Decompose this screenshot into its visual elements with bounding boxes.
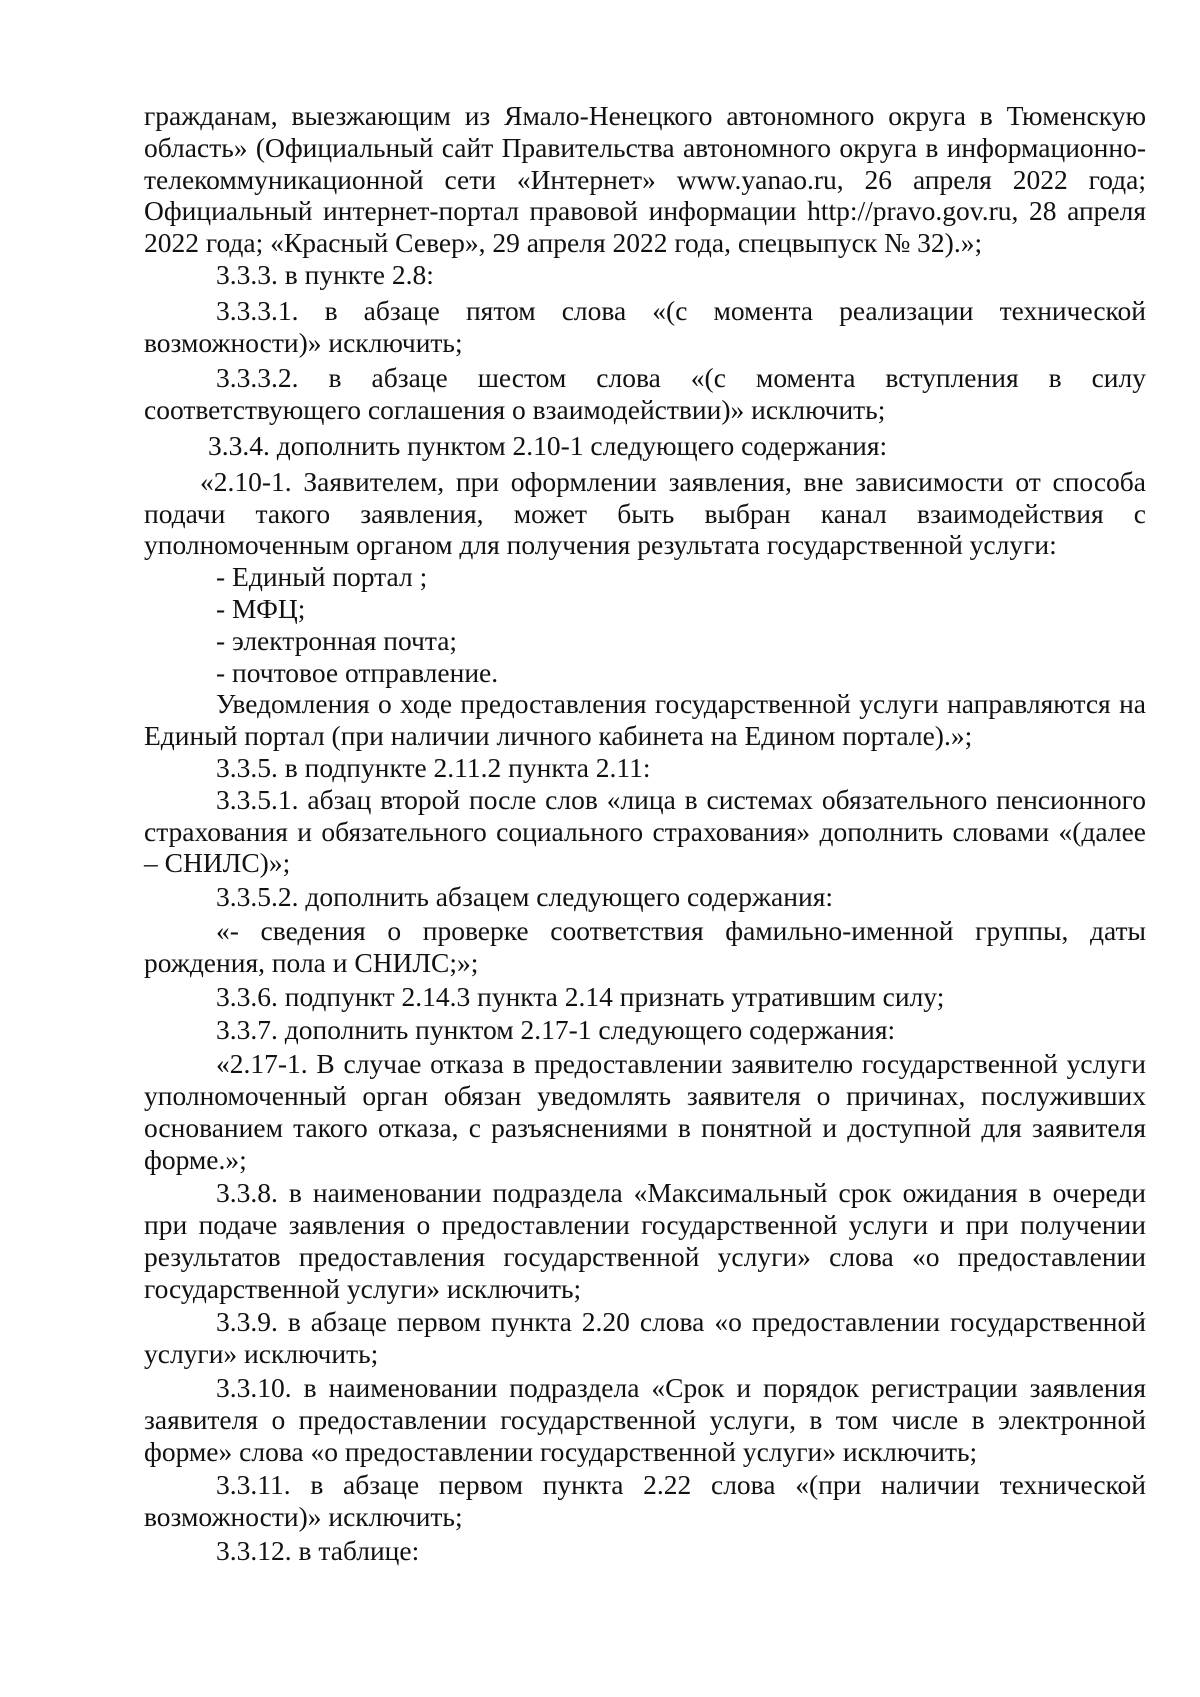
document-body	[144, 100, 1146, 1567]
list-item-portal: - Единый портал ;	[216, 561, 428, 593]
paragraph-3-3-5-2: 3.3.5.2. дополнить абзацем следующего содержания:	[216, 881, 833, 913]
paragraph-3-3-10: 3.3.10. в наименовании подраздела «Срок и порядок регистрации заявления заявителя о предоставлении государственной услуги, в том числе в электронной форме» слова «о предоставлении государственной услуги» исключить;	[144, 1372, 1146, 1467]
paragraph-snils-check: «- сведения о проверке соответствия фамильно-именной группы, даты рождения, пола и СНИЛС;»;	[144, 914, 1146, 978]
list-item-email: - электронная почта;	[216, 624, 458, 656]
paragraph-3-3-3-1: 3.3.3.1. в абзаце пятом слова «(с момента реализации технической возможности)» исключить;	[144, 294, 1146, 358]
list-item-post: - почтовое отправление.	[216, 656, 499, 688]
paragraph-3-3-9: 3.3.9. в абзаце первом пункта 2.20 слова «о предоставлении государственной услуги» исключить;	[144, 1306, 1146, 1370]
paragraph-3-3-7: 3.3.7. дополнить пунктом 2.17-1 следующего содержания:	[216, 1014, 896, 1046]
paragraph-3-3-5-1: 3.3.5.1. абзац второй после слов «лица в системах обязательного пенсионного страхования и обязательного социального страхования» дополнить словами «(далее – СНИЛС)»;	[144, 783, 1146, 879]
paragraph-3-3-5: 3.3.5. в подпункте 2.11.2 пункта 2.11:	[216, 751, 651, 783]
paragraph-continuation: гражданам, выезжающим из Ямало-Ненецкого автономного округа в Тюменскую область» (Официальный сайт Правительства автономного округа в информационно-телекоммуникационной сети «Интернет» www.yanao.ru, 26 апреля 2022 года; Официальный интернет-портал правовой информации http://pravo.gov.ru, 28 апреля 2022 года; «Красный Север», 29 апреля 2022 года, спецвыпуск № 32).»;	[144, 100, 1146, 259]
paragraph-3-3-8: 3.3.8. в наименовании подраздела «Максимальный срок ожидания в очереди при подаче заявления о предоставлении государственной услуги и при получении результатов предоставления государственной услуги» слова «о предоставлении государственной услуги» исключить;	[144, 1177, 1146, 1304]
paragraph-notifications: Уведомления о ходе предоставления государственной услуги направляются на Единый портал (при наличии личного кабинета на Едином портале).»;	[144, 688, 1146, 752]
paragraph-3-3-3-2: 3.3.3.2. в абзаце шестом слова «(с момента вступления в силу соответствующего соглашения о взаимодействии)» исключить;	[144, 362, 1146, 426]
paragraph-3-3-12: 3.3.12. в таблице:	[216, 1535, 420, 1567]
paragraph-3-3-3: 3.3.3. в пункте 2.8:	[216, 258, 434, 290]
paragraph-3-3-6: 3.3.6. подпункт 2.14.3 пункта 2.14 признать утратившим силу;	[216, 980, 945, 1012]
paragraph-2-10-1: «2.10-1. Заявителем, при оформлении заявления, вне зависимости от способа подачи такого заявления, может быть выбран канал взаимодействия с уполномоченным органом для получения результата государственной услуги:	[144, 465, 1146, 561]
paragraph-2-17-1: «2.17-1. В случае отказа в предоставлении заявителю государственной услуги уполномоченный орган обязан уведомлять заявителя о причинах, послуживших основанием такого отказа, с разъяснениями в понятной и доступной для заявителя форме.»;	[144, 1048, 1146, 1175]
list-item-mfc: - МФЦ;	[216, 592, 306, 624]
paragraph-3-3-11: 3.3.11. в абзаце первом пункта 2.22 слова «(при наличии технической возможности)» исключить;	[144, 1469, 1146, 1533]
paragraph-3-3-4: 3.3.4. дополнить пунктом 2.10-1 следующего содержания:	[208, 429, 888, 461]
